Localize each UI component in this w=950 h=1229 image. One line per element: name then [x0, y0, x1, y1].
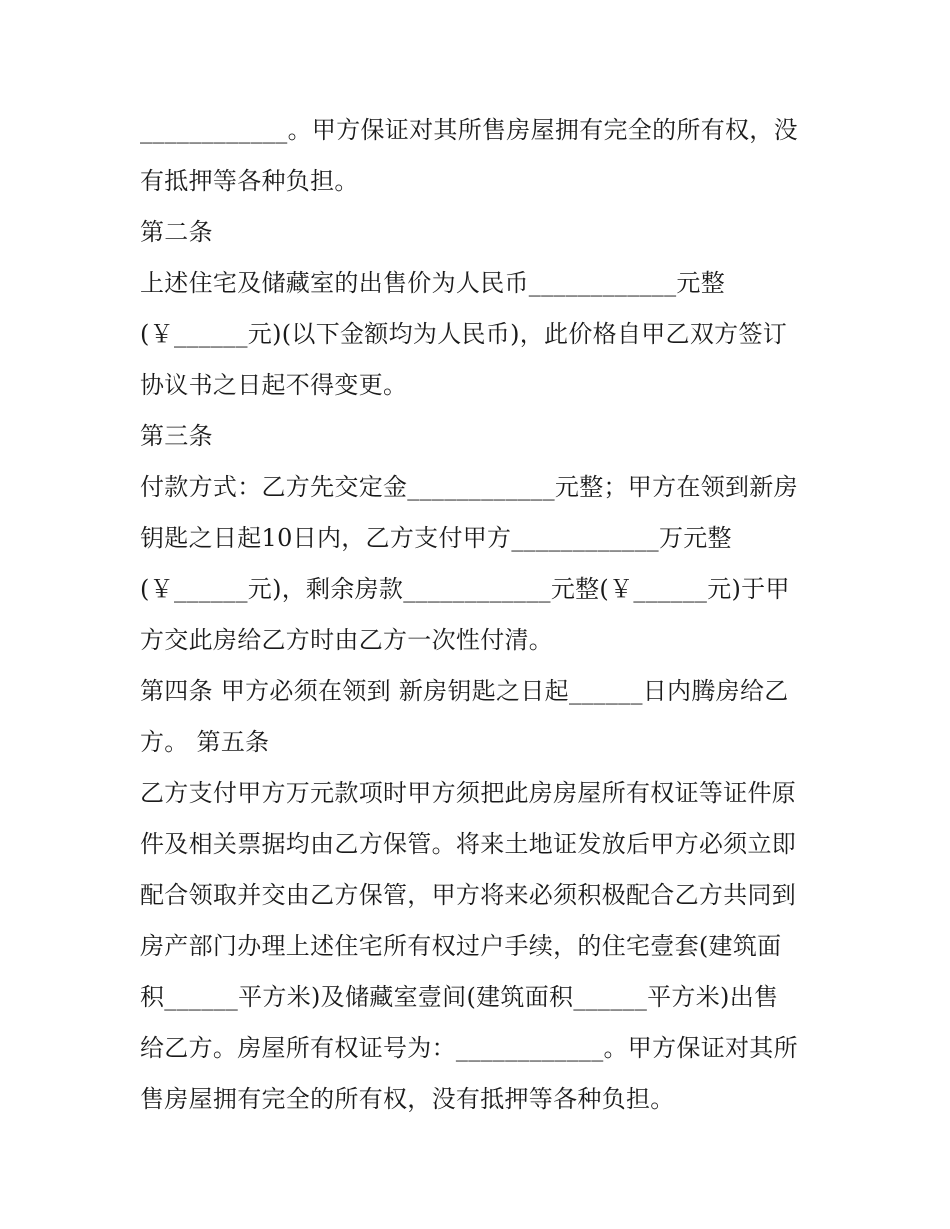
text-line-8: 付款方式：乙方先交定金____________元整；甲方在领到新房: [140, 473, 798, 501]
text-line-6: 协议书之日起不得变更。: [140, 371, 408, 399]
text-line-4: 上述住宅及储藏室的出售价为人民币____________元整: [140, 269, 725, 297]
text-line-16: 配合领取并交由乙方保管，甲方将来必须积极配合乙方共同到: [140, 881, 797, 909]
text-line-5: (￥______元)(以下金额均为人民币)，此价格自甲乙双方签订: [140, 320, 788, 348]
text-line-13: 方。 第五条: [140, 728, 270, 756]
text-line-9: 钥匙之日起10日内，乙方支付甲方____________万元整: [140, 524, 732, 552]
text-line-15: 件及相关票据均由乙方保管。将来土地证发放后甲方必须立即: [140, 830, 797, 858]
section-heading-3: 第三条: [140, 422, 213, 450]
text-line-1: ____________。甲方保证对其所售房屋拥有完全的所有权，没: [140, 116, 798, 144]
text-line-14: 乙方支付甲方万元款项时甲方须把此房房屋所有权证等证件原: [140, 779, 797, 807]
section-heading-2: 第二条: [140, 218, 213, 246]
text-line-2: 有抵押等各种负担。: [140, 167, 359, 195]
text-line-10: (￥______元)，剩余房款____________元整(￥______元)于甲: [140, 575, 790, 603]
text-line-17: 房产部门办理上述住宅所有权过户手续，的住宅壹套(建筑面: [140, 932, 782, 960]
text-line-11: 方交此房给乙方时由乙方一次性付清。: [140, 626, 554, 654]
text-line-18: 积______平方米)及储藏室壹间(建筑面积______平方米)出售: [140, 983, 779, 1011]
text-line-19: 给乙方。房屋所有权证号为：____________。甲方保证对其所: [140, 1034, 798, 1062]
text-line-12: 第四条 甲方必须在领到 新房钥匙之日起______日内腾房给乙: [140, 677, 789, 705]
text-line-20: 售房屋拥有完全的所有权，没有抵押等各种负担。: [140, 1085, 675, 1113]
